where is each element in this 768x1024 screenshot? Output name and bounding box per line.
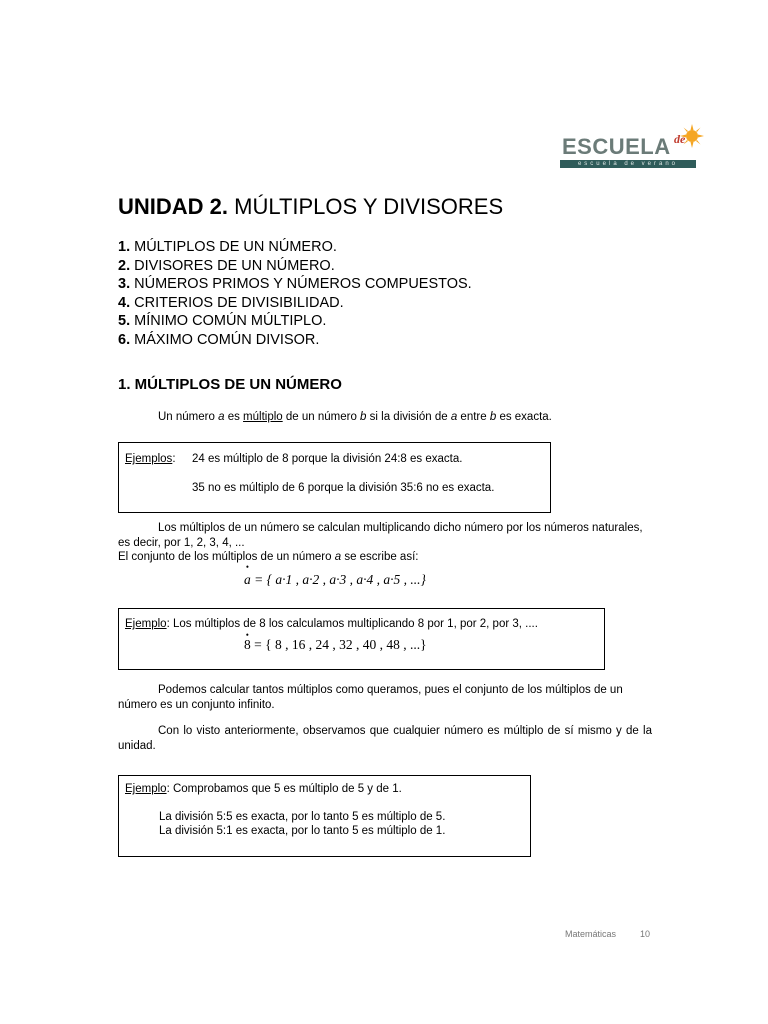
- toc-num: 1.: [118, 239, 131, 255]
- toc-num: 2.: [118, 257, 131, 274]
- toc-text: DIVISORES DE UN NÚMERO.: [134, 257, 335, 274]
- example-box-5: Ejemplo: Comprobamos que 5 es múltiplo de 5 y de 1. La división 5:5 es exacta, por lo tanto 5 es múltiplo de 5. La división 5:1 es exacta, por lo tanto 5 es múltiplo de 1.: [118, 775, 531, 857]
- paragraph-calc: Los múltiplos de un número se calculan multiplicando dicho número por los números naturales, es decir, por 1, 2, 3, 4, ... El conjunto de los múltiplos de un número a se escribe así:: [118, 522, 643, 563]
- toc-text: MÍNIMO COMÚN MÚLTIPLO.: [134, 313, 327, 329]
- example-label: Ejemplo: [125, 783, 167, 795]
- example-line: 35 no es múltiplo de 6 porque la división 35:6 no es exacta.: [192, 482, 495, 494]
- toc-item: [118, 331, 472, 350]
- toc-item: [118, 275, 472, 294]
- escuela-logo: [560, 124, 702, 170]
- toc-num: 4.: [118, 294, 131, 311]
- page-number: 10: [640, 929, 651, 939]
- table-of-contents: [118, 238, 472, 349]
- logo-strip: escuela de verano: [560, 160, 696, 168]
- unit-title: [118, 194, 503, 220]
- example-line: 24 es múltiplo de 8 porque la división 24:8 es exacta.: [192, 453, 463, 465]
- toc-num: 6.: [118, 331, 131, 348]
- formula-set: = { a·1 , a·2 , a·3 , a·4 , a·5 , ...}: [250, 572, 426, 587]
- unit-name: MÚLTIPLOS Y DIVISORES: [234, 194, 504, 219]
- logo-name: ESCUELA: [562, 134, 671, 159]
- toc-text: MÚLTIPLOS DE UN NÚMERO.: [134, 239, 337, 255]
- paragraph-self: Con lo visto anteriormente, observamos que cualquier número es múltiplo de sí mismo y de la unidad.: [118, 725, 652, 752]
- example-box-8: Ejemplo: Los múltiplos de 8 los calculamos multiplicando 8 por 1, por 2, por 3, .... • 8 = { 8 , 16 , 24 , 32 , 40 , 48 , ...}: [118, 608, 605, 670]
- unit-label: UNIDAD 2.: [118, 194, 229, 219]
- toc-text: MÁXIMO COMÚN DIVISOR.: [134, 331, 320, 348]
- footer-subject: Matemáticas: [565, 929, 617, 939]
- logo-suffix: de: [674, 132, 686, 146]
- examples-box: Ejemplos: 24 es múltiplo de 8 porque la división 24:8 es exacta. 35 no es múltiplo de 6 porque la división 35:6 no es exacta.: [118, 442, 551, 513]
- toc-item: [118, 238, 472, 257]
- formula-multiples-8: • 8 = { 8 , 16 , 24 , 32 , 40 , 48 , ...}: [244, 638, 427, 653]
- formula-multiples-a: [244, 572, 426, 588]
- section-heading: 1. MÚLTIPLOS DE UN NÚMERO: [118, 376, 342, 393]
- toc-text: CRITERIOS DE DIVISIBILIDAD.: [134, 294, 344, 311]
- definition-text: Un número a es múltiplo de un número b si la división de a entre b es exacta.: [158, 411, 552, 423]
- examples-label: Ejemplos: [125, 453, 173, 465]
- toc-item: [118, 257, 472, 276]
- example-line: La división 5:5 es exacta, por lo tanto 5 es múltiplo de 5.: [159, 811, 446, 823]
- example-line: La división 5:1 es exacta, por lo tanto 5 es múltiplo de 1.: [159, 825, 446, 837]
- paragraph-infinite: Podemos calcular tantos múltiplos como queramos, pues el conjunto de los múltiplos de un número es un conjunto infinito.: [118, 684, 623, 711]
- toc-text: NÚMEROS PRIMOS Y NÚMEROS COMPUESTOS.: [134, 276, 472, 292]
- toc-item: [118, 294, 472, 313]
- example-label: Ejemplo: [125, 618, 167, 630]
- toc-num: 5.: [118, 313, 131, 329]
- toc-item: [118, 312, 472, 331]
- toc-num: 3.: [118, 276, 131, 292]
- formula-var: • a: [244, 572, 251, 588]
- term-multiplo: múltiplo: [243, 411, 283, 423]
